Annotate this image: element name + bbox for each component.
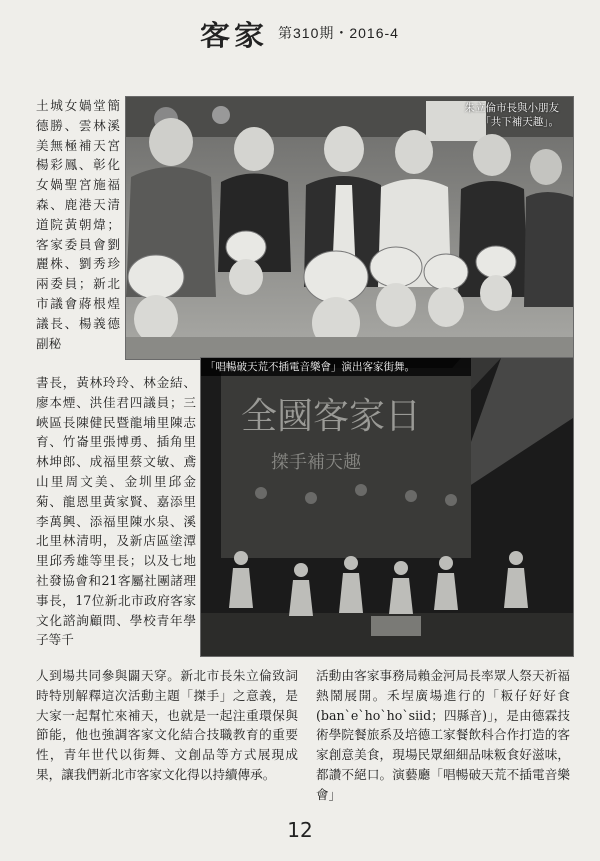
article-column-middle [36, 373, 196, 650]
photo-mayor-with-children [125, 96, 574, 360]
photo-caption-top-line2: 「共下補天趣」。 [480, 116, 559, 128]
article-column-right [316, 666, 570, 805]
photo-caption-top [465, 101, 560, 129]
article-text: 人到場共同參與闢天穿。新北市長朱立倫致詞時特別解釋這次活動主題「搩手」之意義，是大家一起幫忙來補天，也就是一起注重環保與節能，他也強調客家文化結合技職教育的重要性，青年世代以街舞、文創品等方式展現成果，讓我們新北市客家文化得以持續傳承。 [36, 668, 298, 782]
article-text: 書長，黃林玲玲、林金結、廖本煙、洪佳君四議員；三峽區長陳健民暨龍埔里陳志育、竹崙里張博勇、插角里林坤郎、成福里蔡文敏、鳶山里周文美、金圳里邱金菊、龍恩里黃家賢、嘉添里李萬興、添福里陳水泉、溪北里林清明，及新店區塗潭里邱秀雄等里長；以及七地社發協會和21客屬社團諸理事長，17位新北市政府客家文化諮詢顧問、學校青年學子等千 [36, 375, 196, 648]
photo-caption-top-line1: 朱立倫市長與小朋友 [464, 102, 559, 114]
masthead [200, 14, 460, 52]
issue-info: 第310期・2016-4 [278, 25, 399, 41]
article-column-bottom [36, 666, 298, 785]
article-text: 活動由客家事務局賴金河局長率眾人祭天祈福熱鬧展開。禾埕廣場進行的「粄仔好好食(ban`e`ho`ho`siid；四縣音)」，是由德霖技術學院餐旅系及培德工家餐飲科合作打造的客家創意美食，現場民眾細細品味粄食好滋味，都讚不絕口。演藝廳「唱暢破天荒不插電音樂會」 [316, 668, 570, 802]
banner-subtext: 搩手補天趣 [271, 452, 361, 473]
page-number: 12 [287, 818, 313, 842]
article-text: 土城女媧堂簡德勝、雲林溪美無極補天宮楊彩鳳、彰化女媧聖宮施福森、鹿港天清道院黃朝煒；客家委員會劉麗株、劉秀珍兩委員；新北市議會蔣根煌議長、楊義德副秘 [36, 98, 120, 351]
photo-caption-bottom: 「唱暢破天荒不插電音樂會」演出客家街舞。 [201, 358, 471, 376]
magazine-title: 客家 [200, 20, 268, 53]
article-column-left [36, 96, 120, 353]
photo-street-dance-image [201, 358, 573, 656]
photo-mayor-with-children-image [126, 97, 573, 359]
photo-street-dance [200, 357, 574, 657]
banner-text: 全國客家日 [241, 396, 422, 437]
